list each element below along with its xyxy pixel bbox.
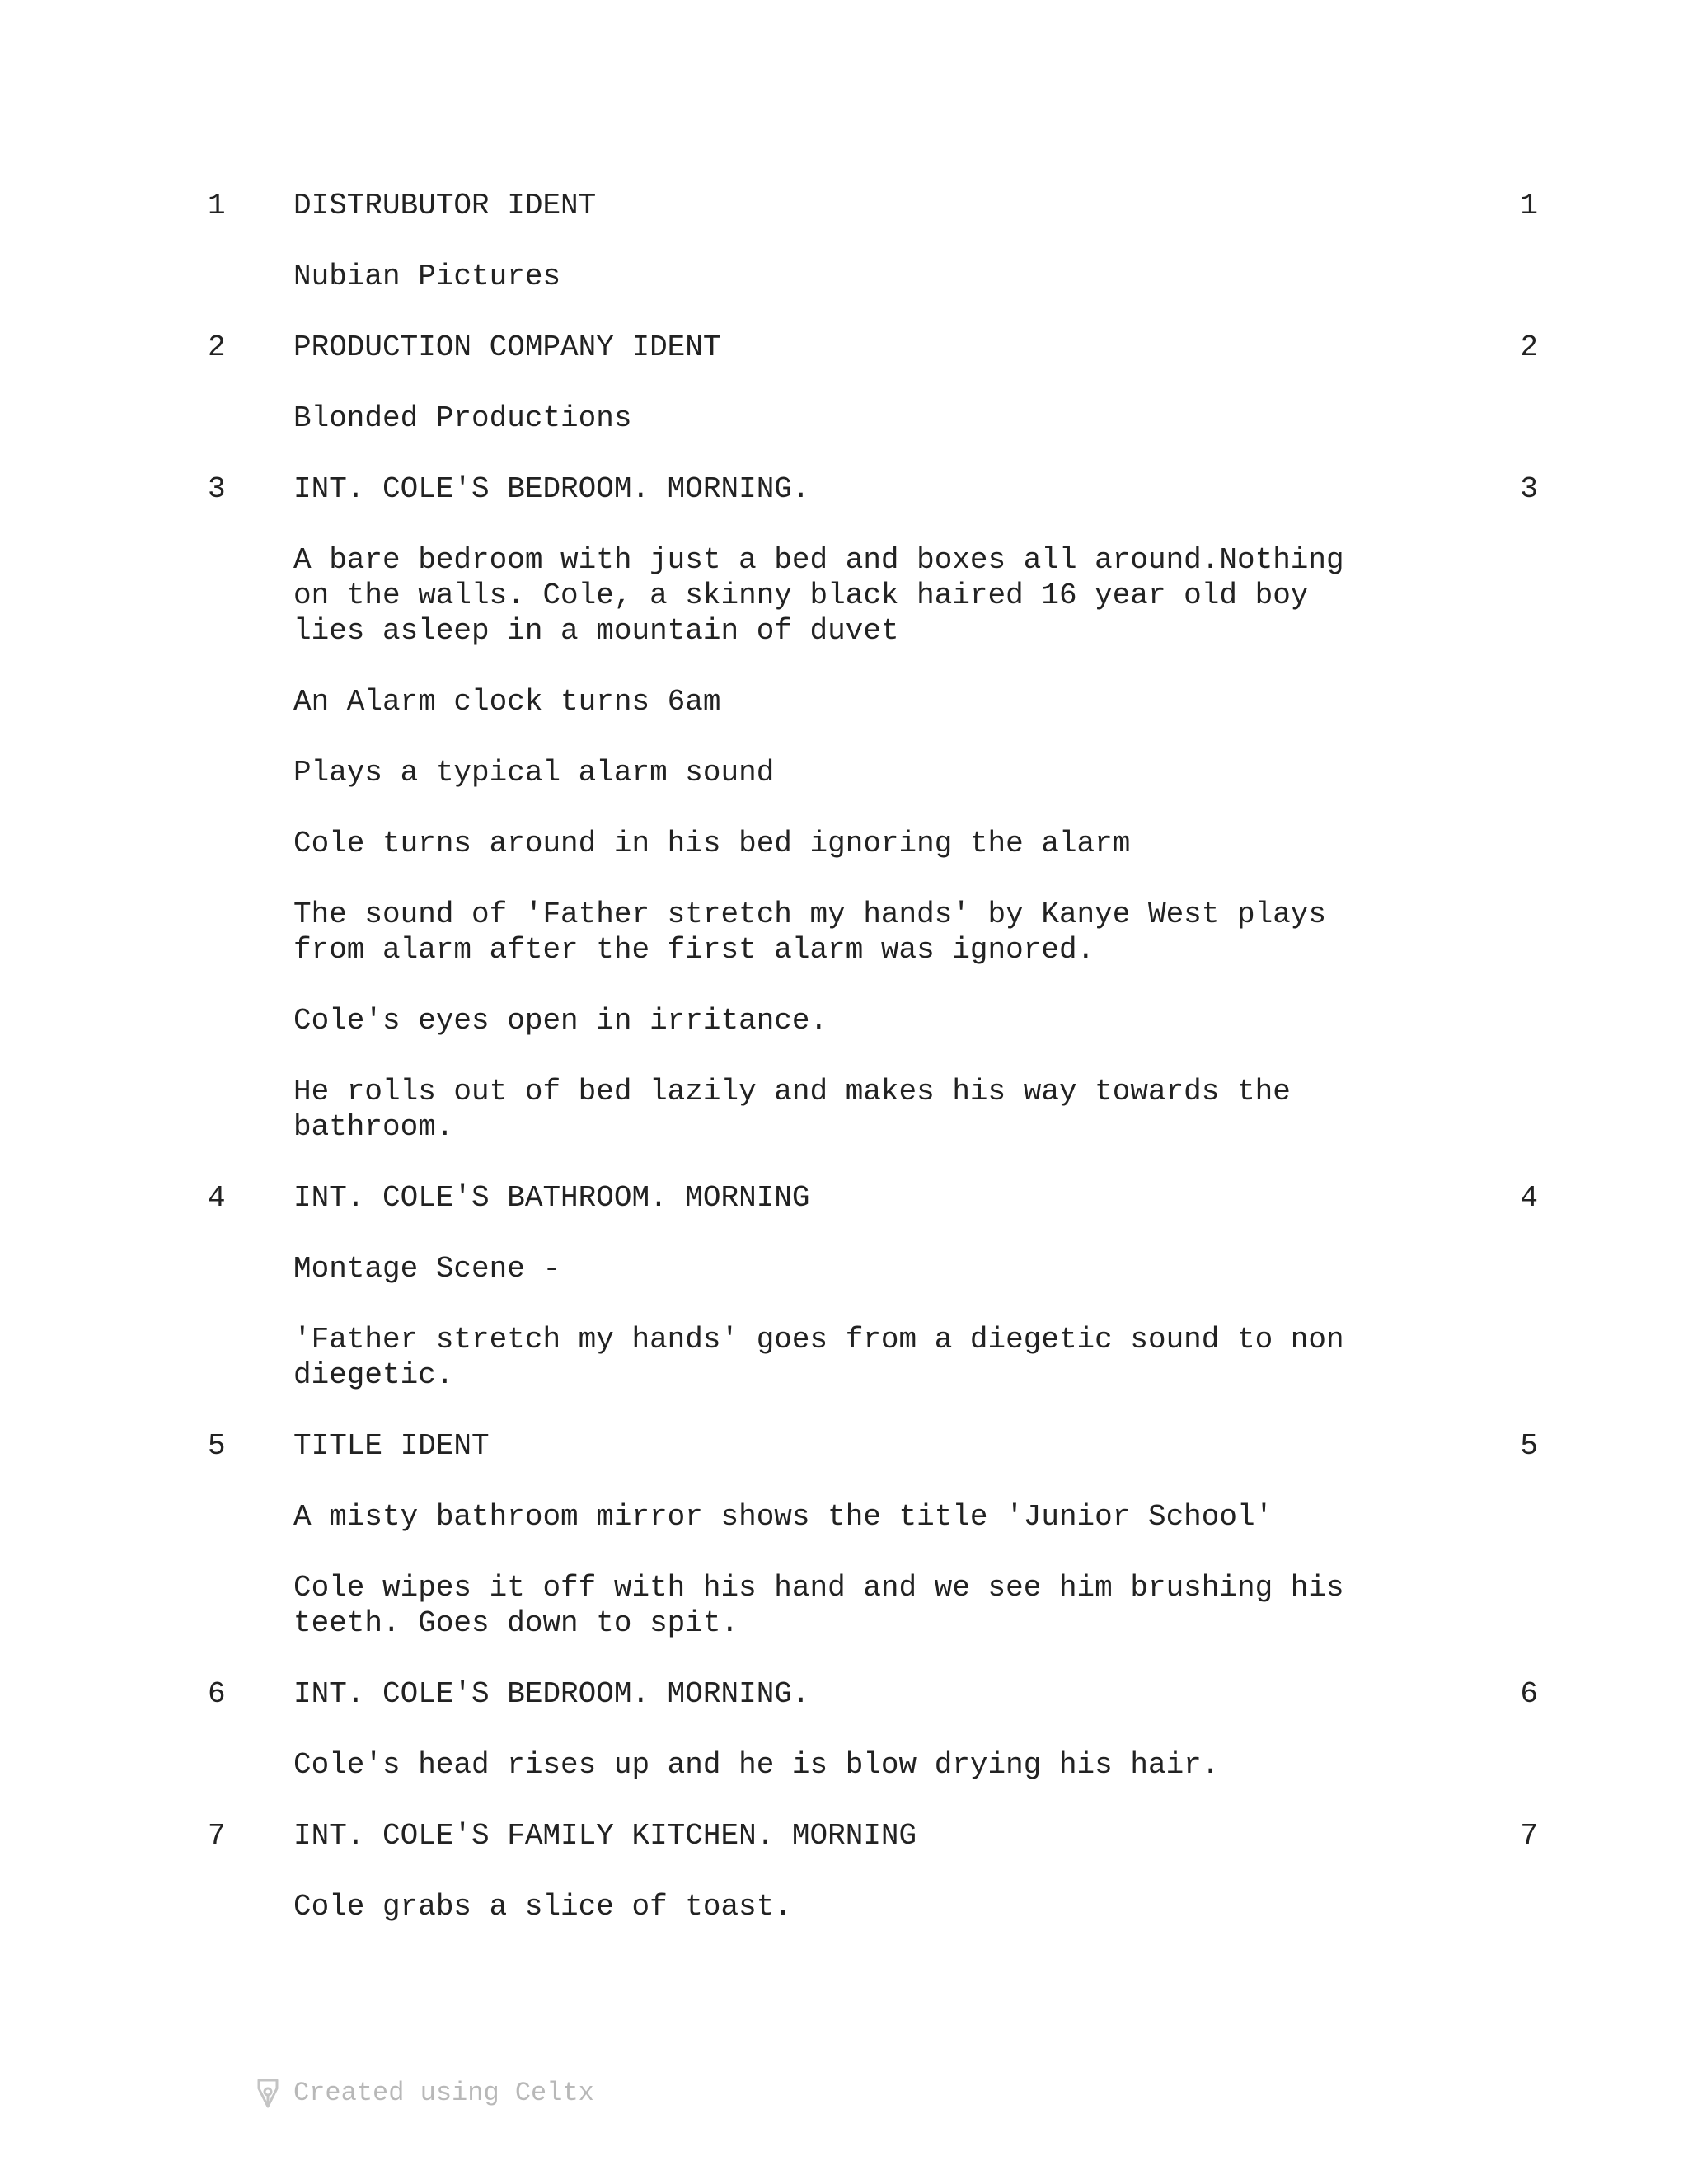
scene-number-left: 2 xyxy=(208,330,226,364)
action-paragraph: Montage Scene - xyxy=(293,1252,561,1286)
scene-heading: TITLE IDENT xyxy=(293,1429,490,1463)
action-paragraph: The sound of 'Father stretch my hands' by Kanye West plays from alarm after the first alarm was ignored. xyxy=(293,898,1327,967)
scene-number-right: 4 xyxy=(1520,1181,1538,1215)
action-paragraph: Cole's eyes open in irritance. xyxy=(293,1004,828,1038)
action-paragraph: Cole grabs a slice of toast. xyxy=(293,1890,792,1924)
footer xyxy=(254,2077,594,2110)
scene-header xyxy=(0,1818,1688,1854)
scene-number-left: 3 xyxy=(208,472,226,506)
scene-number-right: 5 xyxy=(1520,1429,1538,1463)
celtx-pen-icon xyxy=(254,2077,282,2110)
action-paragraph: A misty bathroom mirror shows the title 'Junior School' xyxy=(293,1500,1273,1534)
scene-number-right: 2 xyxy=(1520,330,1538,364)
action-paragraph: He rolls out of bed lazily and makes his way towards the bathroom. xyxy=(293,1075,1291,1144)
scene-number-left: 4 xyxy=(208,1181,226,1215)
scene-number-left: 6 xyxy=(208,1677,226,1711)
action-paragraph: Plays a typical alarm sound xyxy=(293,756,775,790)
scene-number-right: 7 xyxy=(1520,1819,1538,1853)
scene-header xyxy=(0,330,1688,365)
scene-header xyxy=(0,1676,1688,1712)
scene-number-right: 3 xyxy=(1520,472,1538,506)
scene-header xyxy=(0,471,1688,507)
scene-heading: PRODUCTION COMPANY IDENT xyxy=(293,330,721,364)
action-paragraph: An Alarm clock turns 6am xyxy=(293,685,721,719)
scene-heading: INT. COLE'S BEDROOM. MORNING. xyxy=(293,472,810,506)
scene-heading: DISTRUBUTOR IDENT xyxy=(293,189,597,223)
scene-number-right: 6 xyxy=(1520,1677,1538,1711)
action-paragraph: Cole's head rises up and he is blow drying his hair. xyxy=(293,1748,1220,1782)
scene-heading: INT. COLE'S BEDROOM. MORNING. xyxy=(293,1677,810,1711)
screenplay-body xyxy=(0,188,1688,1960)
scene-heading: INT. COLE'S FAMILY KITCHEN. MORNING xyxy=(293,1819,917,1853)
scene-number-left: 5 xyxy=(208,1429,226,1463)
action-paragraph: Cole turns around in his bed ignoring the alarm xyxy=(293,827,1131,860)
scene-number-left: 1 xyxy=(208,189,226,223)
scene-number-left: 7 xyxy=(208,1819,226,1853)
action-paragraph: Nubian Pictures xyxy=(293,260,561,293)
scene-number-right: 1 xyxy=(1520,189,1538,223)
footer-text: Created using Celtx xyxy=(293,2078,594,2108)
action-paragraph: Blonded Productions xyxy=(293,401,632,435)
scene-header xyxy=(0,188,1688,223)
action-paragraph: Cole wipes it off with his hand and we see him brushing his teeth. Goes down to spit. xyxy=(293,1571,1344,1640)
scene-header xyxy=(0,1180,1688,1216)
scene-header xyxy=(0,1428,1688,1464)
scene-heading: INT. COLE'S BATHROOM. MORNING xyxy=(293,1181,810,1215)
action-paragraph: A bare bedroom with just a bed and boxes all around.Nothing on the walls. Cole, a skinny black haired 16 year old boy lies asleep in a mountain of duvet xyxy=(293,543,1344,648)
action-paragraph: 'Father stretch my hands' goes from a diegetic sound to non diegetic. xyxy=(293,1323,1344,1392)
